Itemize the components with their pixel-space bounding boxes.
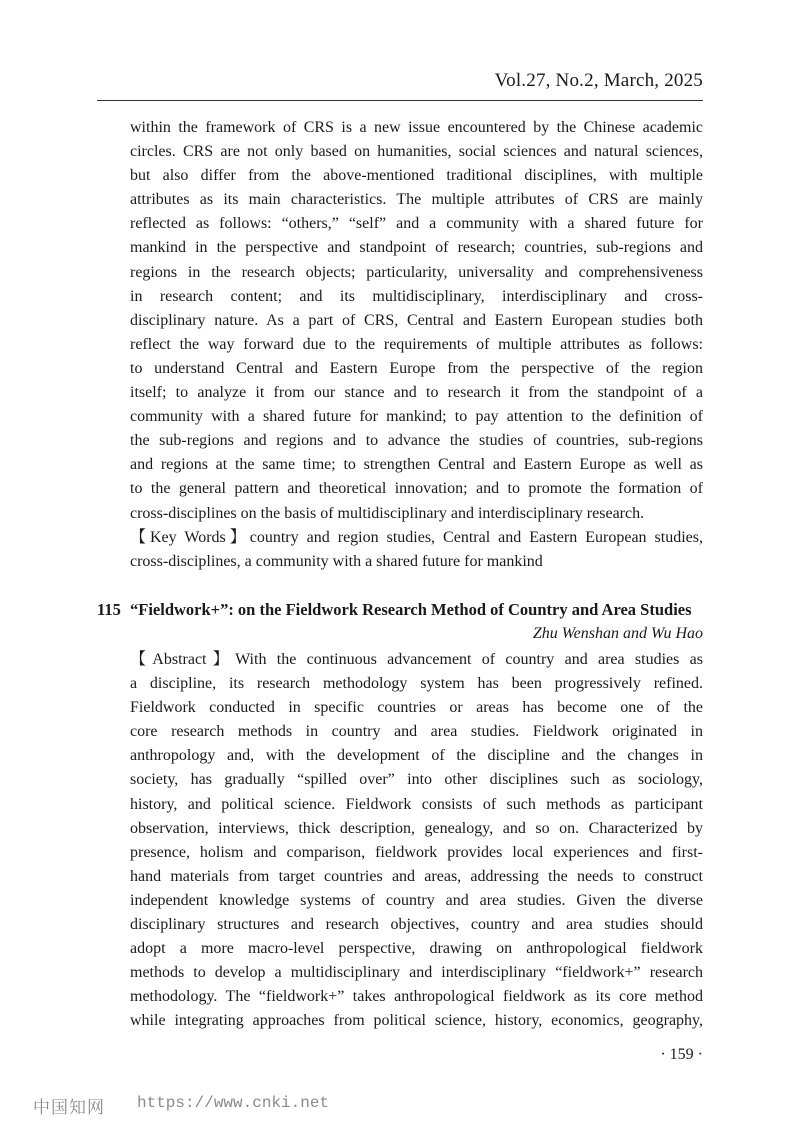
article-authors: Zhu Wenshan and Wu Hao [532, 625, 703, 642]
article-page-number: 115 [97, 600, 121, 619]
text-line: Fieldwork conducted in specific countries or areas has become one of the [130, 699, 703, 717]
text-line: community with a shared future for mankind; to pay attention to the definition of [130, 408, 703, 426]
article-heading [97, 600, 703, 620]
article-abstract [130, 648, 703, 1034]
text-line: itself; to analyze it from our stance and to research it from the standpoint of a [130, 384, 703, 402]
text-line: while integrating approaches from political science, history, economics, geography, [130, 1012, 703, 1030]
text-line: methodology. The “fieldwork+” takes anthropological fieldwork as its core method [130, 988, 703, 1006]
text-line: circles. CRS are not only based on humanities, social sciences and natural sciences, [130, 143, 703, 161]
text-line: core research methods in country and area studies. Fieldwork originated in [130, 723, 703, 741]
text-line: attributes as its main characteristics. The multiple attributes of CRS are mainly [130, 191, 703, 209]
text-line: independent knowledge systems of country and area studies. Given the diverse [130, 891, 703, 909]
text-line: reflect the way forward due to the requirements of multiple attributes as follows: [130, 335, 703, 353]
page-folio: · 159 · [660, 1046, 703, 1063]
text-line: disciplinary nature. As a part of CRS, Central and Eastern European studies both [130, 311, 703, 329]
text-line: and regions at the same time; to strengthen Central and Eastern Europe as well as [130, 456, 703, 474]
cnki-watermark-name: 中国知网 [33, 1098, 105, 1118]
text-line: regions in the research objects; particularity, universality and comprehensiveness [130, 263, 703, 281]
article-title: “Fieldwork+”: on the Fieldwork Research Method of Country and Area Studies [130, 600, 692, 619]
header-rule [97, 100, 703, 101]
keywords-line: 【Key Words】country and region studies, Central and Eastern European studies, [130, 529, 703, 546]
text-line: disciplinary structures and research objectives, country and area studies should [130, 916, 703, 934]
text-line: reflected as follows: “others,” “self” and a community with a shared future for [130, 215, 703, 233]
text-line: anthropology and, with the development of the discipline and the changes in [130, 747, 703, 765]
text-line: to understand Central and Eastern Europe from the perspective of the region [130, 359, 703, 377]
text-line: society, has gradually “spilled over” into other disciplines such as sociology, [130, 771, 703, 789]
text-line: mankind in the perspective and standpoint of research; countries, sub-regions and [130, 239, 703, 257]
text-line: within the framework of CRS is a new issue encountered by the Chinese academic [130, 119, 703, 136]
journal-issue-header: Vol.27, No.2, March, 2025 [494, 70, 703, 91]
text-line: adopt a more macro-level perspective, drawing on anthropological fieldwork [130, 940, 703, 958]
text-line: to the general pattern and theoretical innovation; and to promote the formation of [130, 480, 703, 498]
text-line: but also differ from the above-mentioned traditional disciplines, with multiple [130, 167, 703, 185]
text-line: hand materials from target countries and areas, addressing the needs to construct [130, 867, 703, 885]
text-line: cross-disciplines on the basis of multidisciplinary and interdisciplinary research. [130, 504, 645, 522]
text-line: a discipline, its research methodology system has been progressively refined. [130, 675, 703, 693]
previous-article-keywords [130, 526, 703, 574]
text-line: 【Abstract】With the continuous advancement of country and area studies as [130, 651, 703, 668]
text-line: methods to develop a multidisciplinary and interdisciplinary “fieldwork+” research [130, 964, 703, 982]
text-line: in research content; and its multidisciplinary, interdisciplinary and cross- [130, 287, 703, 305]
previous-article-abstract [130, 116, 703, 526]
text-line: presence, holism and comparison, fieldwork provides local experiences and first- [130, 843, 703, 861]
text-line: the sub-regions and regions and to advance the studies of countries, sub-regions [130, 432, 703, 450]
text-line: history, and political science. Fieldwork consists of such methods as participant [130, 795, 703, 813]
text-line: observation, interviews, thick description, genealogy, and so on. Characterized by [130, 819, 703, 837]
keywords-line: cross-disciplines, a community with a shared future for mankind [130, 553, 543, 571]
cnki-watermark-url: https://www.cnki.net [137, 1094, 330, 1112]
